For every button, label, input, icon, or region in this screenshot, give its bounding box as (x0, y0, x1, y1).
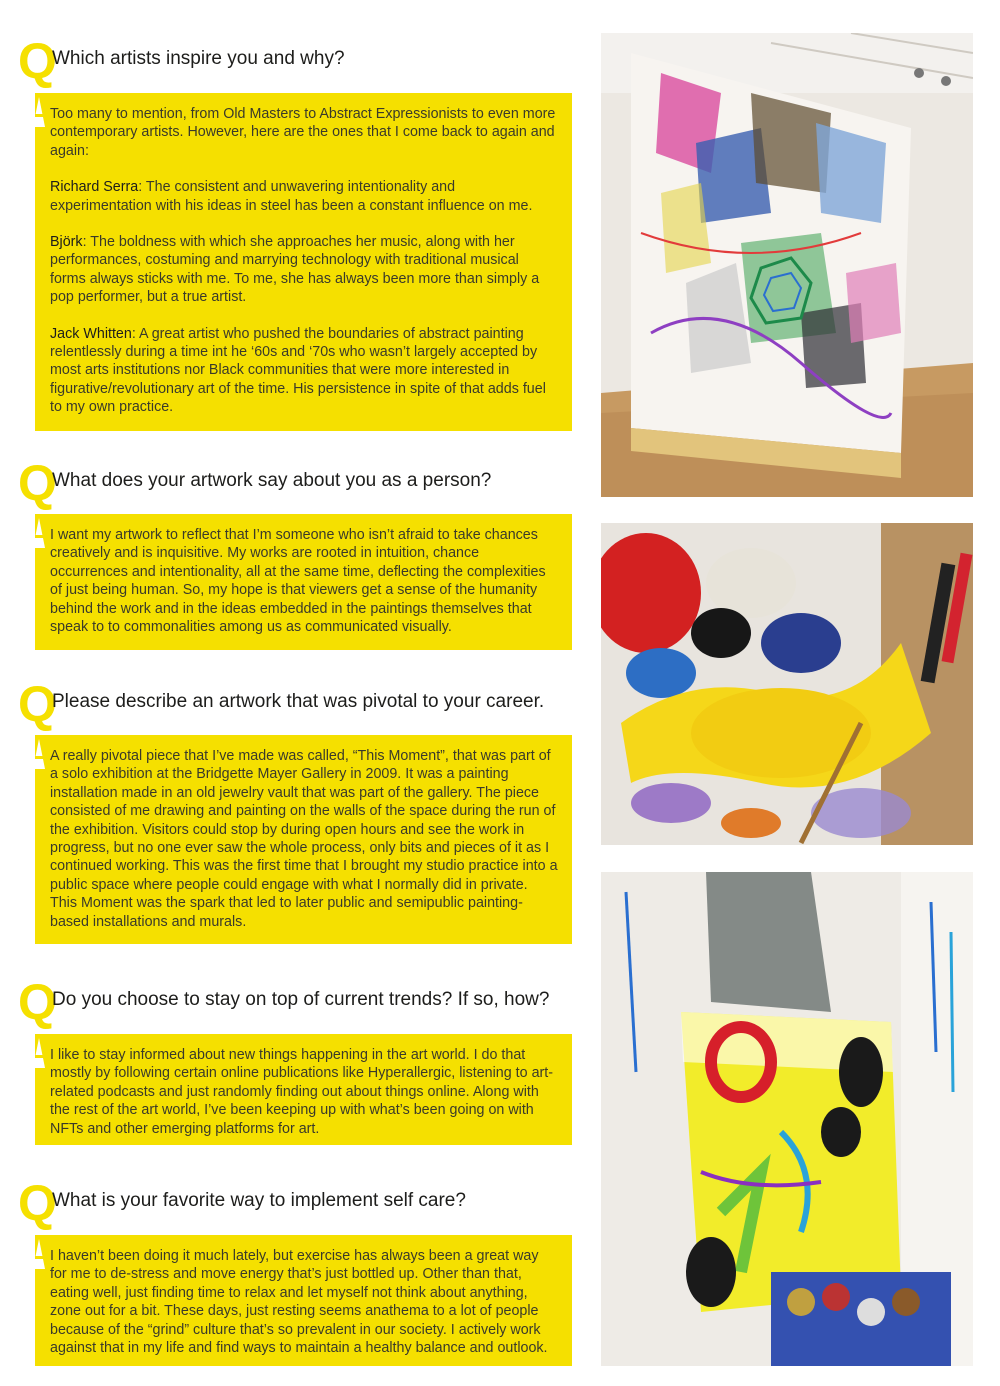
answer-box (35, 1034, 572, 1145)
artist-description: : The boldness with which she approaches her music, along with her performances, costuming and marrying technology with traditional musical forms always sticks with me. To me, she has always been more than simply a pop performer, but a true artist. (50, 234, 540, 306)
answer-paragraph: I haven’t been doing it much lately, but exercise has always been a great way for me to de-stress and move energy that’s just bottled up. Other than that, eating well, just finding time to relax and let myself not think about anything, zone out for a bit. These days, just resting seems anathema to a lot of people because of the “grind” culture that’s so prevalent in our society. I actively work against that in my life and find ways to maintain a healthy balance and outlook. (50, 1248, 548, 1357)
artist-description: : The consistent and unwavering intentionality and experimentation with his ideas in steel has been a constant influence on me. (50, 179, 533, 214)
artist-description: : A great artist who pushed the boundaries of abstract painting relentlessly during a time int he ‘60s and ‘70s who wasn’t largely accepted by most arts institutions nor Black communities that were more interested in figurative/revolutionary art of the time. His persistence in spite of that adds fuel to my own practice. (50, 325, 546, 416)
question-text: What is your favorite way to implement self care? (52, 1190, 466, 1211)
question-heading (18, 455, 578, 511)
question-heading (18, 676, 578, 732)
question-heading (18, 33, 578, 89)
question-text: What does your artwork say about you as a person? (52, 470, 492, 491)
artist-name: Jack Whitten (50, 325, 132, 342)
a-mark-icon (33, 1038, 45, 1068)
a-mark-icon (33, 1239, 45, 1269)
answer-box (35, 93, 572, 431)
studio-painting-photo (601, 872, 973, 1366)
gallery-installation-photo (601, 33, 973, 497)
answer-box (35, 735, 572, 944)
q-mark-icon: Q (18, 1175, 57, 1231)
question-text: Please describe an artwork that was pivotal to your career. (52, 691, 545, 712)
answer-paragraph: I want my artwork to reflect that I’m someone who isn’t afraid to take chances creatively and is inquisitive. My works are rooted in intuition, chance occurrences and intentionality, all at the same time, deflecting the complexities of just being human. So, my hope is that viewers get a sense of the humanity behind the work and in the ideas embedded in the paintings themselves that speak to to commonalities among us as communicated visually. (50, 527, 546, 636)
question-heading (18, 1175, 578, 1231)
paint-palette-image (601, 523, 973, 845)
answer-paragraph (50, 178, 558, 215)
q-mark-icon: Q (18, 455, 57, 511)
answer-box (35, 1235, 572, 1366)
answer-paragraph: I like to stay informed about new things happening in the art world. I do that mostly by following certain online publications like Hyperallergic, listening to art-related podcasts and just randomly finding out about things online. Along with the rest of the art world, I’ve been keeping up with what’s been going on with NFTs and other emerging platforms for art. (50, 1047, 554, 1137)
a-mark-icon (33, 739, 45, 769)
question-heading (18, 974, 578, 1030)
artist-name: Björk (50, 234, 83, 251)
answer-paragraph (50, 233, 558, 307)
answer-paragraph: A really pivotal piece that I’ve made was called, “This Moment”, that was part of a solo exhibition at the Bridgette Mayer Gallery in 2009. It was a painting installation made in an old jewelry vault that was part of the gallery. The piece consisted of me drawing and painting on the walls of the space during the run of the exhibition. Visitors could stop by during open hours and see the work in progress, but no one ever saw the whole process, only bits and pieces of it as I continued working. This was the first time that I brought my studio practice into a public space where people could engage with what I normally did in private. This Moment was the spark that led to later public and semipublic painting-based installations and murals. (50, 748, 558, 930)
q-mark-icon: Q (18, 676, 57, 732)
q-mark-icon: Q (18, 33, 57, 89)
answer-paragraph (50, 325, 558, 417)
answer-box (35, 514, 572, 650)
studio-painting-image (601, 872, 973, 1366)
a-mark-icon (33, 97, 45, 127)
a-mark-icon (33, 518, 45, 548)
paint-palette-photo (601, 523, 973, 845)
question-text: Do you choose to stay on top of current trends? If so, how? (52, 989, 550, 1010)
q-mark-icon: Q (18, 974, 57, 1030)
answer-paragraph: Too many to mention, from Old Masters to Abstract Expressionists to even more contemporary artists. However, here are the ones that I come back to again and again: (50, 106, 556, 159)
question-text: Which artists inspire you and why? (52, 48, 345, 69)
artist-name: Richard Serra (50, 179, 139, 196)
gallery-installation-image (601, 33, 973, 497)
